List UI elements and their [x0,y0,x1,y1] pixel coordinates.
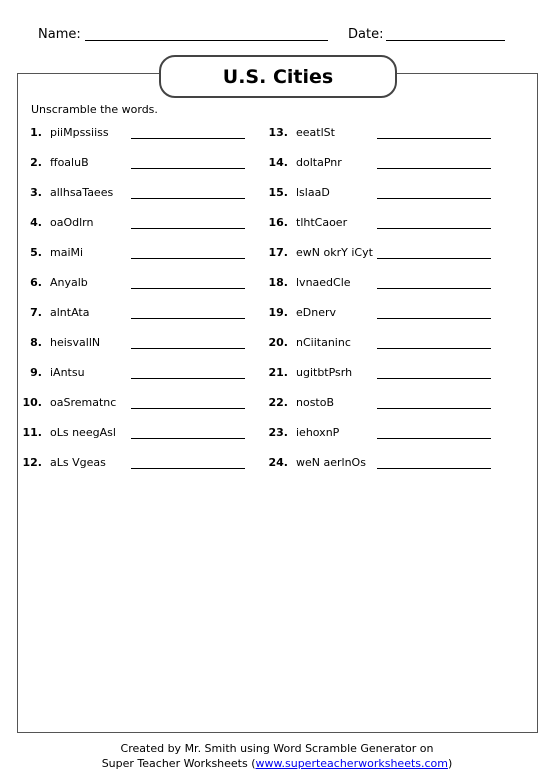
answer-blank[interactable] [131,258,245,259]
footer-credit: Created by Mr. Smith using Word Scramble Generator on [120,742,434,755]
answer-blank[interactable] [131,378,245,379]
answer-blank[interactable] [377,408,491,409]
item-number: 18. [268,276,288,289]
word-item [266,126,506,142]
scrambled-word: weN aerlnOs [296,456,366,469]
item-number: 24. [268,456,288,469]
answer-blank[interactable] [131,468,245,469]
scrambled-word: doltaPnr [296,156,342,169]
answer-blank[interactable] [377,258,491,259]
scrambled-word: eeatlSt [296,126,335,139]
footer-link[interactable]: www.superteacherworksheets.com [255,757,448,770]
scrambled-word: allhsaTaees [50,186,114,199]
footer-source [0,757,554,770]
item-number: 10. [22,396,42,409]
scrambled-word: oaSrematnc [50,396,117,409]
word-item [266,276,506,292]
item-number: 23. [268,426,288,439]
word-item [20,216,260,232]
word-item [266,186,506,202]
scrambled-word: lslaaD [296,186,330,199]
answer-blank[interactable] [131,168,245,169]
item-number: 2. [30,156,42,169]
word-item [20,276,260,292]
answer-blank[interactable] [131,348,245,349]
scrambled-word: piiMpssiiss [50,126,109,139]
word-item [20,366,260,382]
answer-blank[interactable] [377,378,491,379]
word-item [20,186,260,202]
item-number: 6. [30,276,42,289]
footer-source-prefix: Super Teacher Worksheets ( [101,757,256,770]
scrambled-word: iAntsu [50,366,85,379]
item-number: 14. [268,156,288,169]
answer-blank[interactable] [131,138,245,139]
item-number: 5. [30,246,42,259]
date-label: Date: [348,27,384,42]
scrambled-word: alntAta [50,306,90,319]
answer-blank[interactable] [377,348,491,349]
answer-blank[interactable] [131,228,245,229]
item-number: 16. [268,216,288,229]
item-number: 15. [268,186,288,199]
word-item [20,336,260,352]
answer-blank[interactable] [131,438,245,439]
scrambled-word: Anyalb [50,276,88,289]
instructions: Unscramble the words. [31,103,158,116]
item-number: 20. [268,336,288,349]
item-number: 11. [22,426,42,439]
answer-blank[interactable] [131,198,245,199]
answer-blank[interactable] [131,318,245,319]
footer-source-suffix: ) [448,757,453,770]
item-number: 3. [30,186,42,199]
scrambled-word: iehoxnP [296,426,340,439]
word-item [266,246,506,262]
item-number: 12. [22,456,42,469]
scrambled-word: eDnerv [296,306,337,319]
item-number: 13. [268,126,288,139]
word-item [266,216,506,232]
scrambled-word: maiMi [50,246,84,259]
scrambled-word: aLs Vgeas [50,456,106,469]
item-number: 7. [30,306,42,319]
answer-blank[interactable] [377,468,491,469]
word-item [266,366,506,382]
word-item [266,156,506,172]
scrambled-word: nCiitaninc [296,336,351,349]
scrambled-word: ewN okrY iCyt [296,246,373,259]
word-item [20,396,260,412]
word-item [20,426,260,442]
word-item [20,306,260,322]
name-label: Name: [38,27,81,42]
scrambled-word: ffoaluB [50,156,89,169]
item-number: 17. [268,246,288,259]
answer-blank[interactable] [377,168,491,169]
word-item [266,426,506,442]
answer-blank[interactable] [131,288,245,289]
answer-blank[interactable] [377,228,491,229]
item-number: 19. [268,306,288,319]
scrambled-word: lvnaedCle [296,276,351,289]
worksheet-title: U.S. Cities [222,65,334,88]
item-number: 4. [30,216,42,229]
scrambled-word: ugitbtPsrh [296,366,353,379]
answer-blank[interactable] [377,318,491,319]
title-banner [159,55,397,98]
answer-blank[interactable] [131,408,245,409]
word-item [20,246,260,262]
item-number: 21. [268,366,288,379]
scrambled-word: oaOdlrn [50,216,94,229]
answer-blank[interactable] [377,288,491,289]
answer-blank[interactable] [377,438,491,439]
scrambled-word: heisvallN [50,336,101,349]
item-number: 1. [30,126,42,139]
name-blank-line [85,40,328,41]
item-number: 22. [268,396,288,409]
scrambled-word: tlhtCaoer [296,216,348,229]
word-item [266,456,506,472]
word-item [20,126,260,142]
date-blank-line [386,40,505,41]
item-number: 9. [30,366,42,379]
word-item [266,396,506,412]
scrambled-word: oLs neegAsl [50,426,116,439]
word-item [20,456,260,472]
word-item [266,336,506,352]
answer-blank[interactable] [377,138,491,139]
answer-blank[interactable] [377,198,491,199]
word-item [20,156,260,172]
scrambled-word: nostoB [296,396,335,409]
item-number: 8. [30,336,42,349]
word-item [266,306,506,322]
